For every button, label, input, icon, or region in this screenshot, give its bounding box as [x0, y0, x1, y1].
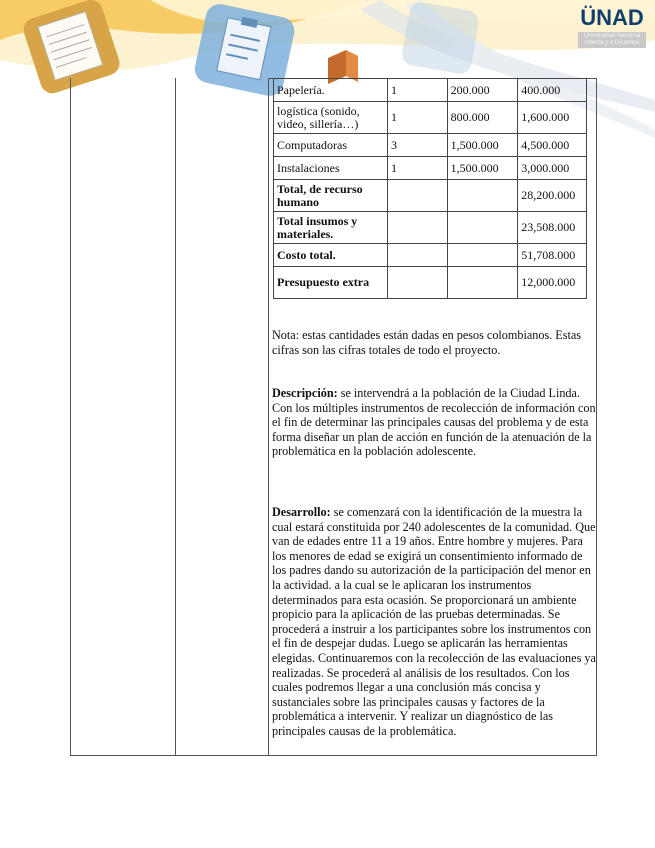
- table-cell-unit: 1,500.000: [447, 157, 518, 180]
- table-cell-total: 28,200.000: [518, 180, 587, 212]
- table-cell-item: Computadoras: [274, 134, 388, 157]
- table-cell-qty: 1: [387, 102, 447, 134]
- table-row: [274, 244, 587, 267]
- table-cell-item: Total insumos y materiales.: [274, 212, 388, 244]
- table-row: [274, 180, 587, 212]
- logo-subtitle: Universidad Nacional Abierta y a Distancia: [578, 32, 646, 48]
- description-text: se intervendrá a la población de la Ciudad Linda. Con los múltiples instrumentos de recolección de información con el fin de determinar las principales causas del problema y de esta forma diseñar un plan de acción en función de la atenuación de la problemática en la población adolescente.: [272, 386, 596, 459]
- table-cell-item: Instalaciones: [274, 157, 388, 180]
- table-cell-item: Papelería.: [274, 79, 388, 102]
- table-cell-item: Presupuesto extra: [274, 267, 388, 299]
- table-cell-total: 12,000.000: [518, 267, 587, 299]
- development-text: se comenzará con la identificación de la muestra la cual estará constituida por 240 adolescentes de la comunidad. Que van de edades entre 11 a 19 años. Entre hombre y mujeres. Para los menores de edad se exigirá un consentimiento informado de los padres dando su autorización de la participación del menor en la actividad. a la cual se le aplicaran los instrumentos determinados para esta ocasión. Se proporcionará un ambiente propicio para la aplicación de las pruebas determinadas. Se procederá a instruir a los participantes sobre los instrumentos con el fin de despejar dudas. Luego se aplicarán las herramientas elegidas. Continuaremos con la recolección de las evaluaciones ya realizadas. Se procederá al análisis de los resultados. Con los cuales podremos llegar a una conclusión más concisa y sustanciales sobre las principales causas y factores de la problemática a intervenir. Y realizar un diagnóstico de las principales causas de la problemática.: [272, 505, 596, 738]
- table-cell-unit: [447, 180, 518, 212]
- table-row: [274, 157, 587, 180]
- table-cell-qty: 1: [387, 157, 447, 180]
- table-row: [274, 212, 587, 244]
- table-cell-unit: 800.000: [447, 102, 518, 134]
- table-row: [274, 102, 587, 134]
- column-divider-1: [175, 78, 176, 756]
- logo-text: ÜNAD: [580, 5, 644, 30]
- table-cell-qty: [387, 180, 447, 212]
- table-row: [274, 267, 587, 299]
- table-cell-qty: [387, 267, 447, 299]
- table-row: [274, 134, 587, 157]
- table-cell-qty: 3: [387, 134, 447, 157]
- note-paragraph: Nota: estas cantidades están dadas en pesos colombianos. Estas cifras son las cifras totales de todo el proyecto.: [272, 328, 582, 357]
- table-cell-unit: [447, 244, 518, 267]
- column-divider-2: [268, 78, 269, 756]
- table-cell-total: 4,500.000: [518, 134, 587, 157]
- table-cell-total: 23,508.000: [518, 212, 587, 244]
- table-cell-unit: [447, 212, 518, 244]
- table-cell-unit: [447, 267, 518, 299]
- table-cell-item: Total, de recurso humano: [274, 180, 388, 212]
- table-cell-total: 51,708.000: [518, 244, 587, 267]
- description-paragraph: [272, 386, 596, 459]
- table-cell-qty: 1: [387, 79, 447, 102]
- table-cell-qty: [387, 244, 447, 267]
- table-row: [274, 79, 587, 102]
- development-label: Desarrollo:: [272, 505, 331, 519]
- table-cell-total: 3,000.000: [518, 157, 587, 180]
- budget-table: [273, 78, 587, 299]
- table-cell-qty: [387, 212, 447, 244]
- table-cell-item: Costo total.: [274, 244, 388, 267]
- table-cell-unit: 200.000: [447, 79, 518, 102]
- table-cell-unit: 1,500.000: [447, 134, 518, 157]
- development-paragraph: [272, 505, 596, 739]
- description-label: Descripción:: [272, 386, 338, 400]
- unad-logo: [572, 6, 652, 62]
- table-cell-total: 1,600.000: [518, 102, 587, 134]
- table-cell-total: 400.000: [518, 79, 587, 102]
- table-cell-item: logística (sonido, video, sillería…): [274, 102, 388, 134]
